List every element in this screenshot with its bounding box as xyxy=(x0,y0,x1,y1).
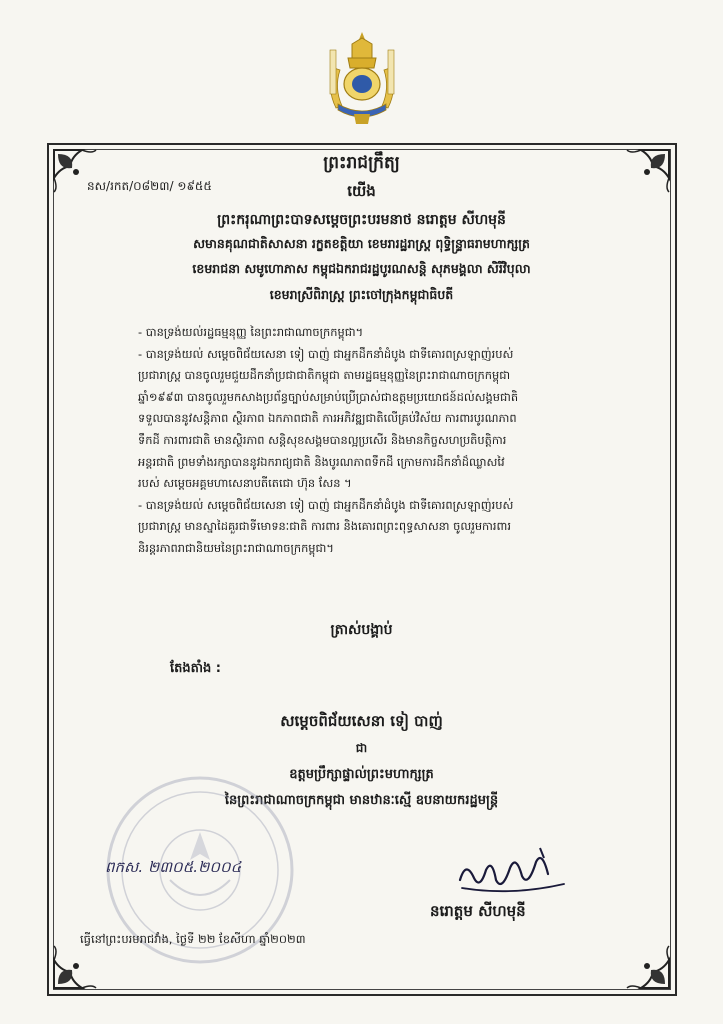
decree-body xyxy=(138,322,658,560)
handwritten-reference: ពកស. ២៣០៥.២០០៤ xyxy=(105,858,242,876)
king-title-line-3: ខេមរាជនា សមូហោភាស កម្ពុជឯករាជរដ្ឋបូរណសន្តិ សុភមង្គលា សិរីវិបុលា xyxy=(192,261,531,276)
body-line: - បានទ្រង់យល់ សម្តេចពិជ័យសេនា ទៀ បាញ់ ជាអ្នកដឹកនាំដំបូង ជាទីគោរពស្រឡាញ់របស់ xyxy=(138,346,514,361)
body-line: ទទួលបាននូវសន្តិភាព ស្ថិរភាព ឯកភាពជាតិ ការអភិវឌ្ឍជាតិលើគ្រប់វិស័យ ការពារបូរណភាព xyxy=(138,411,517,426)
king-title-line-1: ព្រះករុណាព្រះបាទសម្តេចព្រះបរមនាថ នរោត្តម សីហមុនី xyxy=(217,212,506,228)
as-word: ជា xyxy=(355,741,368,755)
body-line: របស់ សម្តេចអគ្គមហាសេនាបតីតេជោ ហ៊ុន សែន ។ xyxy=(138,476,352,491)
appointee-name: សម្តេចពិជ័យសេនា ទៀ បាញ់ xyxy=(280,712,443,730)
body-line: អន្តរជាតិ ព្រមទាំងរក្សាបាននូវឯករាជ្យជាតិ និងបូរណភាពទឹកដី ក្រោមការដឹកនាំដ៏ឈ្លាសវៃ xyxy=(138,454,505,469)
body-line: ប្រជារាស្ត្រ មានស្នាដៃគួរជាទីមោទនៈជាតិ ការពារ និងគោរពព្រះពុទ្ធសាសនា ចូលរួមការពារ xyxy=(138,519,511,534)
date-line: ធ្វើនៅព្រះបរមរាជវាំង, ថ្ងៃទី ២២ ខែសីហា ឆ្នាំ២០២៣ xyxy=(80,932,306,946)
position-line-1: ឧត្តមប្រឹក្សាផ្ទាល់ព្រះមហាក្សត្រ xyxy=(289,767,434,782)
royal-emblem-icon xyxy=(318,28,406,128)
king-title-line-2: សមានគុណជាតិសាសនា រក្ខតខត្តិយា ខេមរារដ្ឋរាស្ត្រ ពុទ្ធិន្ទ្រាធរាមហាក្សត្រ xyxy=(193,236,530,251)
corner-ornament-icon xyxy=(52,944,98,990)
position-line-2: នៃព្រះរាជាណាចក្រកម្ពុជា មានឋានៈស្មើ ឧបនាយករដ្ឋមន្ត្រី xyxy=(224,793,499,808)
body-line: ឆ្នាំ១៩៩៣ បានចូលរួមកសាងប្រព័ន្ធច្បាប់សម្រាប់ប្រើប្រាស់ជាឧត្តមប្រយោជន៍ដល់សង្គមជាតិ xyxy=(138,389,519,404)
appoint-label: តែងតាំង : xyxy=(170,661,221,676)
body-line: - បានទ្រង់យល់រដ្ឋធម្មនុញ្ញ នៃព្រះរាជាណាចក្រកម្ពុជា។ xyxy=(138,325,364,339)
decree-label: ត្រាស់បង្គាប់ xyxy=(330,622,393,638)
body-line: ទឹកដី ការពារជាតិ មានស្ថិរភាព សន្តិសុខសង្គមបានល្អប្រសើរ និងមានកិច្ចសហប្រតិបត្តិការ xyxy=(138,432,507,447)
royal-signature xyxy=(452,840,572,900)
reference-number: នស/រកត/០៨២៣/ ១៩៥៥ xyxy=(87,179,212,193)
corner-ornament-icon xyxy=(625,944,671,990)
heading-we: យើង xyxy=(347,182,376,200)
body-line: ប្រជារាស្ត្រ បានចូលរួមជួយដឹកនាំប្រជាជាតិកម្ពុជា តាមរដ្ឋធម្មនុញ្ញនៃព្រះរាជាណាចក្រកម្ពុជា xyxy=(138,368,511,383)
body-line: និរន្តរភាពរាជានិយមនៃព្រះរាជាណាចក្រកម្ពុជា។ xyxy=(138,540,334,555)
body-line: - បានទ្រង់យល់ សម្តេចពិជ័យសេនា ទៀ បាញ់ ជាអ្នកដឹកនាំដំបូង ជាទីគោរពស្រឡាញ់របស់ xyxy=(138,497,514,512)
king-title-line-4: ខេមរាស្រីពិរាស្ត្រ ព្រះចៅក្រុងកម្ពុជាធិបតី xyxy=(269,287,454,302)
signer-name: នរោត្តម សីហមុនី xyxy=(430,902,526,920)
document-title: ព្រះរាជក្រឹត្យ xyxy=(323,153,400,173)
